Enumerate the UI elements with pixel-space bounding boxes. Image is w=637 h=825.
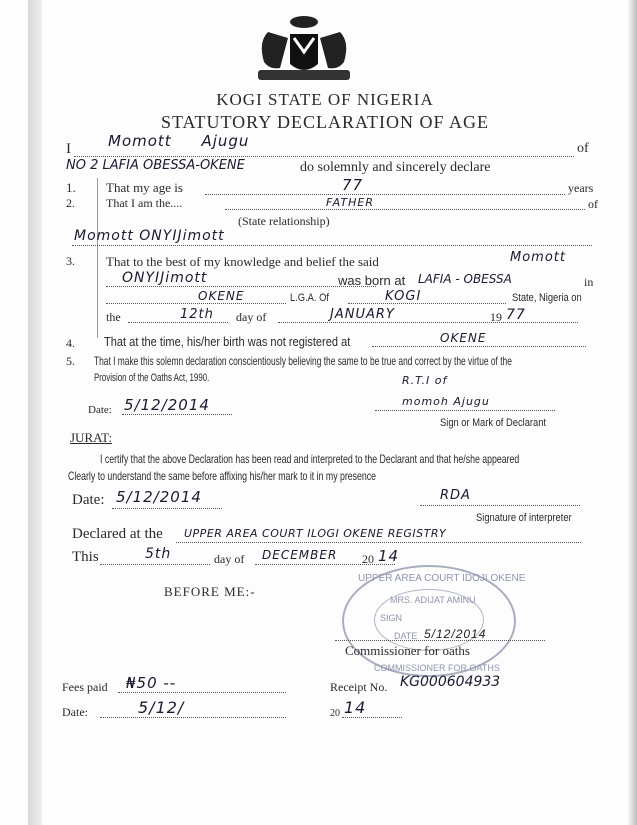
age-field-line	[205, 194, 565, 195]
day-of-label: day of	[236, 310, 267, 324]
jurat-text: I certify that the above Declaration has been read and interpreted to the Declarant and that he/she appeared	[100, 452, 520, 466]
month-line	[278, 322, 578, 323]
day-of-label: day of	[214, 552, 245, 566]
state-heading: KOGI STATE OF NIGERIA	[216, 90, 434, 109]
item-number: 2.	[66, 196, 75, 210]
birth-place: LAFIA - OBESSA	[418, 272, 512, 286]
relationship-value: FATHER	[326, 196, 374, 209]
age-value: 77	[342, 176, 364, 194]
receipt-number: KG000604933	[400, 674, 501, 690]
signature-line	[375, 410, 555, 411]
receipt-label: Receipt No.	[330, 680, 388, 694]
of-label: of	[577, 141, 589, 156]
declare-text: do solemnly and sincerely declare	[300, 160, 491, 175]
interpreter-label: Signature of interpreter	[476, 512, 572, 524]
document-title: STATUTORY DECLARATION OF AGE	[160, 112, 490, 132]
state-label: State, Nigeria on	[512, 292, 582, 304]
relationship-label: That I am the....	[106, 196, 183, 210]
the-label: the	[106, 310, 121, 324]
commissioner-sign-line	[335, 640, 545, 641]
date-line	[112, 508, 222, 509]
birth-day: 12th	[180, 307, 214, 322]
said-name-line	[106, 286, 376, 287]
not-registered-text: That at the time, his/her birth was not registered at	[104, 334, 351, 349]
name-field-line	[74, 156, 574, 157]
declared-month: DECEMBER	[262, 548, 338, 562]
commissioner-label: Commissioner for oaths	[345, 643, 470, 658]
this-day-line	[100, 564, 210, 565]
relationship-field-line	[225, 209, 585, 210]
said-name-first: Momott	[510, 250, 566, 265]
declarant-name: Momott Ajugu	[108, 132, 250, 150]
stamp-court-name: UPPER AREA COURT IDOJI OKENE	[358, 573, 526, 584]
registry-value: OKENE	[440, 331, 487, 345]
footer-year: 14	[344, 698, 367, 717]
prefix-i: I	[66, 141, 71, 157]
date-label: Date:	[88, 404, 112, 416]
birth-year: 77	[506, 307, 526, 323]
declarant-signature: momoh Ajugu	[402, 395, 490, 408]
rti-note: R.T.I of	[402, 374, 448, 387]
belief-text: That to the best of my knowledge and belief the said	[106, 254, 379, 269]
born-at-label: was born at	[338, 273, 406, 288]
lga-label: L.G.A. Of	[290, 292, 329, 304]
stamp-date-label: DATE	[394, 631, 418, 641]
declaration-date: 5/12/2014	[124, 396, 210, 414]
interpreter-line	[420, 505, 580, 506]
declared-at-label: Declared at the	[72, 526, 163, 542]
birth-month: JANUARY	[330, 307, 395, 322]
before-me-label: BEFORE ME:-	[164, 584, 256, 599]
footer-date: 5/12/	[138, 698, 185, 717]
child-name-line	[72, 245, 592, 246]
year-prefix: 20	[330, 708, 340, 719]
stamp-date: 5/12/2014	[424, 627, 487, 641]
jurat-heading: JURAT:	[70, 430, 112, 445]
said-name-second: ONYIJimott	[122, 270, 208, 286]
of-label: of	[588, 197, 598, 211]
lga-value: OKENE	[198, 289, 245, 303]
stamp-officer-name: MRS. ADIJAT AMINU	[390, 595, 476, 605]
day-line	[128, 322, 228, 323]
margin-rule	[97, 178, 98, 338]
declared-at-value: UPPER AREA COURT ILOGI OKENE REGISTRY	[184, 527, 447, 540]
footer-date-line	[100, 717, 286, 718]
year-prefix: 19	[490, 310, 502, 324]
state-line	[348, 303, 506, 304]
interpreter-signature: RDA	[440, 488, 471, 503]
item-number: 1.	[66, 180, 76, 195]
relationship-hint: (State relationship)	[238, 214, 330, 228]
jurat-text: Clearly to understand the same before affixing his/her mark to it in my presence	[68, 469, 377, 483]
fees-line	[118, 692, 286, 693]
years-label: years	[568, 181, 594, 195]
state-value: KOGI	[385, 289, 422, 304]
fees-label: Fees paid	[62, 680, 108, 694]
date-label: Date:	[72, 492, 105, 508]
registry-line	[372, 346, 586, 347]
provision-text: Provision of the Oaths Act, 1990.	[94, 372, 210, 384]
declared-year: 14	[378, 547, 400, 565]
year-prefix: 20	[362, 552, 374, 566]
footer-year-line	[342, 717, 402, 718]
sign-label: Sign or Mark of Declarant	[440, 417, 547, 429]
this-label: This	[72, 549, 99, 565]
fees-value: ₦50 --	[126, 674, 177, 692]
date-line	[122, 414, 232, 415]
coat-of-arms-icon	[250, 12, 358, 86]
item-number: 5.	[66, 354, 75, 368]
date-label: Date:	[62, 705, 88, 719]
declared-day: 5th	[145, 546, 172, 562]
in-label: in	[584, 275, 594, 289]
declared-at-line	[176, 542, 581, 543]
stamp-sign-label: SIGN	[380, 613, 403, 623]
court-stamp	[342, 565, 526, 677]
lga-line	[106, 303, 286, 304]
conscience-text: That I make this solemn declaration conscientiously believing the same to be true and correct by the virtue of the	[94, 354, 512, 368]
child-name: Momott ONYIJimott	[74, 228, 225, 244]
stamp-bottom-text: COMMISSIONER FOR OATHS	[374, 663, 500, 673]
month-line	[255, 564, 395, 565]
item-number: 4.	[66, 336, 75, 350]
age-label: That my age is	[106, 180, 183, 195]
declarant-address: NO 2 LAFIA OBESSA-OKENE	[66, 158, 245, 173]
item-number: 3.	[66, 254, 75, 268]
jurat-date: 5/12/2014	[116, 488, 202, 506]
